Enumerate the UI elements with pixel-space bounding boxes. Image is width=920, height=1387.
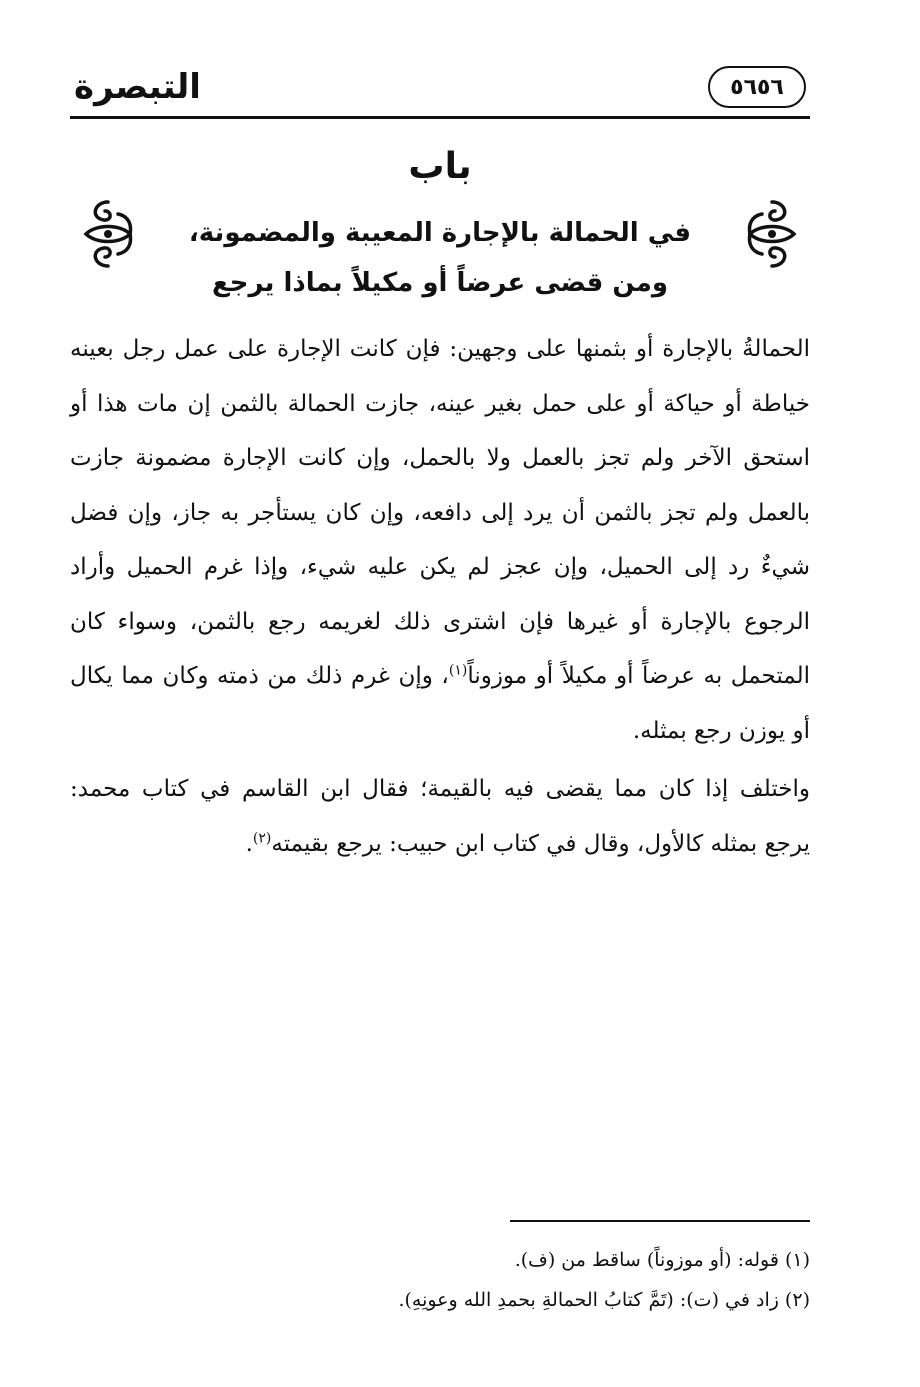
paragraph-text: الحمالةُ بالإجارة أو بثمنها على وجهين: فإن كانت الإجارة على عمل رجل بعينه خياطة أو حياكة أو على حمل بغير عينه، جازت الحمالة بالثمن إن مات هذا أو استحق الآخر ولم تجز بالعمل ولا بالحمل، وإن كانت الإجارة مضمونة جازت بالعمل ولم تجز بالثمن أن يرد إلى دافعه، وإن كان يستأجر به جاز، وإن فضل شيءٌ رد إلى الحميل، وإن عجز لم يكن عليه شيء، وإذا غرم الحميل وأراد الرجوع بالإجارة أو غيرها فإن اشترى ذلك لغريمه رجع بالثمن، وسواء كان المتحمل به عرضاً أو مكيلاً أو موزوناً xyxy=(70,336,810,689)
page-number: ٥٦٥٦ xyxy=(708,66,806,108)
paragraph-text: . xyxy=(245,830,253,857)
chapter-heading xyxy=(70,142,810,317)
footnote-separator xyxy=(510,1220,810,1222)
footnote: (٢) زاد في (ت): (تَمَّ كتابُ الحمالةِ بحمدِ الله وعونِهِ). xyxy=(398,1289,810,1311)
running-header xyxy=(70,62,810,122)
floral-ornament-icon xyxy=(78,194,138,274)
footnotes xyxy=(70,1240,810,1320)
floral-ornament-icon xyxy=(742,194,802,274)
chapter-title-line: ومن قضى عرضاً أو مكيلاً بماذا يرجع xyxy=(211,268,669,298)
book-title: التبصرة xyxy=(74,67,201,107)
chapter-label: باب xyxy=(408,146,472,187)
paragraph-text: ، وإن غرم ذلك من ذمته وكان مما يكال أو يوزن رجع بمثله. xyxy=(70,663,810,744)
paragraph xyxy=(70,762,810,871)
paragraph-text: واختلف إذا كان مما يقضى فيه بالقيمة؛ فقال ابن القاسم في كتاب محمد: يرجع بمثله كالأول، وقال في كتاب ابن حبيب: يرجع بقيمته xyxy=(70,776,810,857)
main-text xyxy=(70,322,810,871)
chapter-title-line: في الحمالة بالإجارة المعيبة والمضمونة، xyxy=(188,218,692,248)
footnote: (١) قوله: (أو موزوناً) ساقط من (ف). xyxy=(514,1249,810,1271)
footnote-ref: (١) xyxy=(448,662,468,679)
chapter-title xyxy=(150,208,730,308)
header-rule xyxy=(70,116,810,119)
paragraph xyxy=(70,322,810,758)
footnote-ref: (٢) xyxy=(252,829,272,846)
